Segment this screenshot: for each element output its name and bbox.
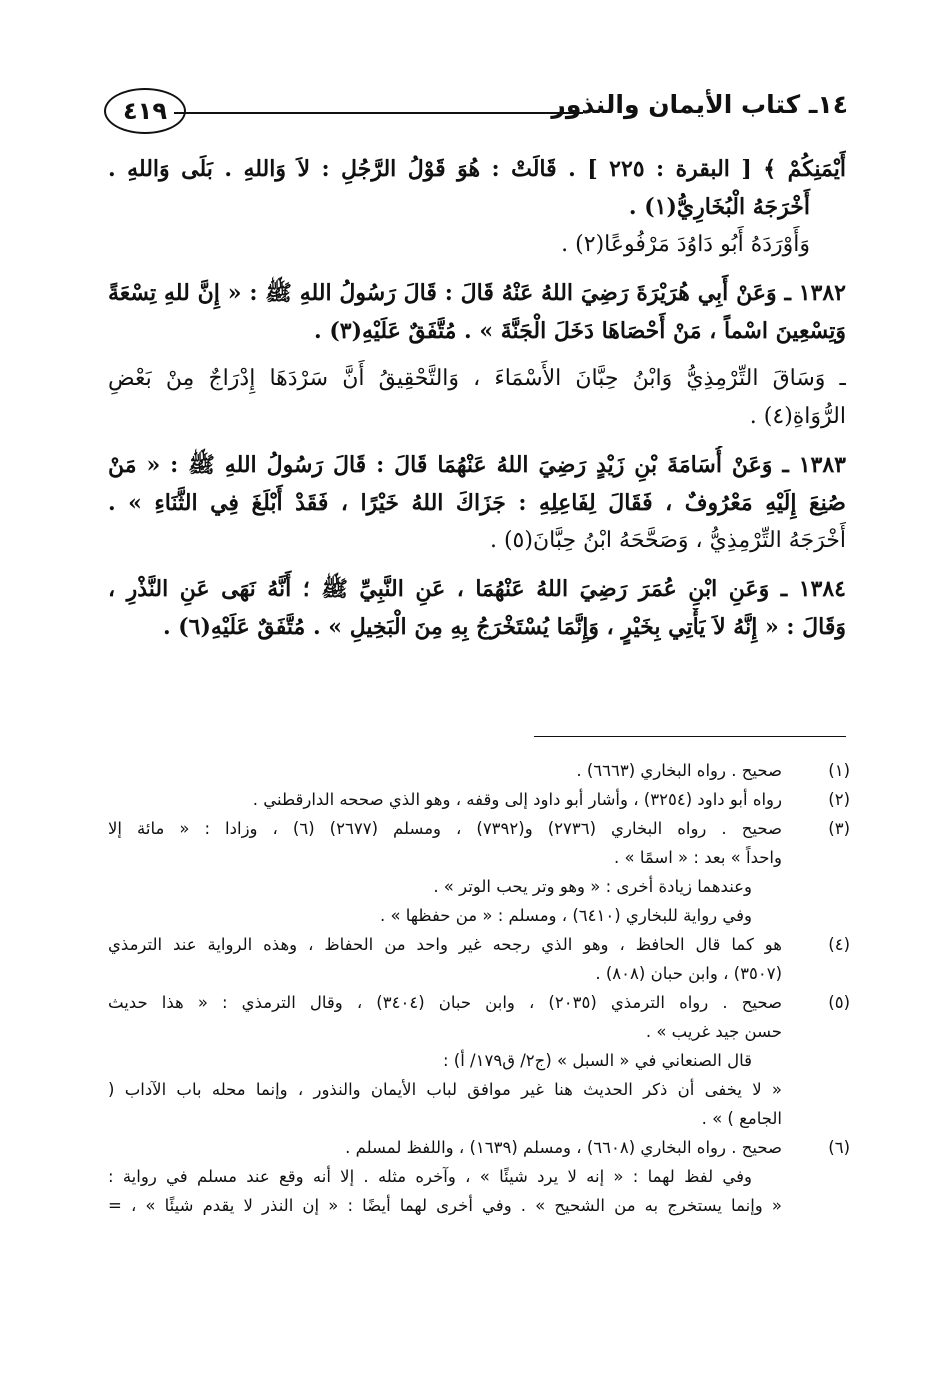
footnote xyxy=(108,785,850,814)
footnote-line: وعندهما زيادة أخرى : « وهو وتر يحب الوتر » . xyxy=(433,877,752,896)
footnote-line: قال الصنعاني في « السبل » (ج٢/ ق١٧٩/ أ) : xyxy=(442,1051,752,1070)
text-line: ـ وَسَاقَ التِّرْمِذِيُّ وَابْنُ حِبَّانَ الأَسْمَاءَ ، وَالتَّحْقِيقُ أَنَّ سَرْدَهَا إِدْرَاجٌ مِنْ بَعْضِ xyxy=(108,366,846,391)
footnote-line: (٣٥٠٧) ، وابن حبان (٨٠٨) . xyxy=(595,964,782,983)
footnote xyxy=(108,930,850,988)
footnote-line: صحيح . رواه الترمذي (٢٠٣٥) ، وابن حبان (٣٤٠٤) ، وقال الترمذي : « هذا حديث xyxy=(108,993,782,1012)
footnote-separator xyxy=(534,736,846,737)
footnote-number: (٤) xyxy=(828,935,850,954)
footnote-line: حسن جيد غريب » . xyxy=(645,1022,782,1041)
footnote xyxy=(108,814,850,930)
text-line: أَخْرَجَهُ الْبُخَارِيُّ(١) . xyxy=(628,194,810,220)
footnote-line: صحيح . رواه البخاري (٦٦٠٨) ، ومسلم (١٦٣٩) ، واللفظ لمسلم . xyxy=(345,1138,782,1157)
hadith-1384-line: ١٣٨٤ ـ وَعَنِ ابْنِ عُمَرَ رَضِيَ اللهُ عَنْهُمَا ، عَنِ النَّبِيِّ ﷺ ؛ أَنَّهُ نَهَى عَنِ النَّذْرِ ، xyxy=(108,576,846,602)
footnote xyxy=(108,756,850,785)
main-text xyxy=(108,150,846,646)
page-number: ٤١٩ xyxy=(104,88,186,134)
hadith-1382-line: وَتِسْعِينَ اسْماً ، مَنْ أَحْصَاهَا دَخَلَ الْجَنَّةَ » . مُتَّفَقٌ عَلَيْهِ(٣) . xyxy=(314,318,846,344)
footnote-line: وفي لفظ لهما : « إنه لا يرد شيئًا » ، وآخره مثله . إلا أنه وقع عند مسلم في رواية : xyxy=(108,1167,752,1186)
chapter-title: ١٤ـ كتاب الأيمان والنذور xyxy=(551,90,848,119)
footnote-line: « وإنما يستخرج به من الشحيح » . وفي أخرى لهما أيضًا : « إن النذر لا يقدم شيئًا » ، = xyxy=(108,1196,782,1215)
page-header xyxy=(104,84,848,138)
text-line: أَيْمَنِكُمْ ﴾ [ البقرة : ٢٢٥ ] . قَالَتْ : هُوَ قَوْلُ الرَّجُلِ : لاَ وَاللهِ . بَلَى وَاللهِ . xyxy=(108,156,846,182)
hadith-1384-line: وَقَالَ : « إِنَّهُ لاَ يَأْتِي بِخَيْرٍ ، وَإِنَّمَا يُسْتَخْرَجُ بِهِ مِنَ الْبَخِيلِ » . مُتَّفَقٌ عَلَيْهِ(٦) . xyxy=(162,614,846,640)
footnote-number: (١) xyxy=(828,761,850,780)
hadith-1382-line: ١٣٨٢ ـ وَعَنْ أَبِي هُرَيْرَةَ رَضِيَ اللهُ عَنْهُ قَالَ : قَالَ رَسُولُ اللهِ ﷺ : « إِنَّ للهِ تِسْعَةً xyxy=(108,280,846,306)
footnote-number: (٥) xyxy=(828,993,850,1012)
header-rule xyxy=(174,112,583,114)
footnote-line: واحداً » بعد : « اسمًا » . xyxy=(614,848,782,867)
hadith-1383-line: ١٣٨٣ ـ وَعَنْ أُسَامَةَ بْنِ زَيْدٍ رَضِيَ اللهُ عَنْهُمَا قَالَ : قَالَ رَسُولُ اللهِ ﷺ : « مَنْ xyxy=(108,452,846,478)
footnote-line: الجامع ) » . xyxy=(701,1109,782,1128)
footnote-line: رواه أبو داود (٣٢٥٤) ، وأشار أبو داود إلى وقفه ، وهو الذي صححه الدارقطني . xyxy=(252,790,782,809)
footnotes xyxy=(108,756,850,1220)
footnote-number: (٣) xyxy=(828,819,850,838)
footnote-line: « لا يخفى أن ذكر الحديث هنا غير موافق لباب الأيمان والنذور ، وإنما محله باب الآداب ( xyxy=(108,1080,782,1099)
footnote-line: وفي رواية للبخاري (٦٤١٠) ، ومسلم : « من حفظها » . xyxy=(379,906,752,925)
footnote-line: صحيح . رواه البخاري (٢٧٣٦) و(٧٣٩٢) ، ومسلم (٢٦٧٧) (٦) ، وزادا : « مائة إلا xyxy=(108,819,782,838)
footnote-number: (٢) xyxy=(828,790,850,809)
text-line: الرُّوَاةِ(٤) . xyxy=(749,404,846,429)
text-line: وَأَوْرَدَهُ أَبُو دَاوُدَ مَرْفُوعًا(٢) . xyxy=(561,232,810,257)
footnote-number: (٦) xyxy=(828,1138,850,1157)
footnote-line: هو كما قال الحافظ ، وهو الذي رجحه غير واحد من الحفاظ ، وهذه الرواية عند الترمذي xyxy=(108,935,782,954)
hadith-1383-line: أَخْرَجَهُ التِّرْمِذِيُّ ، وَصَحَّحَهُ ابْنُ حِبَّانَ(٥) . xyxy=(489,528,846,553)
footnote-line: صحيح . رواه البخاري (٦٦٦٣) . xyxy=(576,761,782,780)
footnote xyxy=(108,988,850,1133)
hadith-1383-line: صُنِعَ إِلَيْهِ مَعْرُوفٌ ، فَقَالَ لِفَاعِلِهِ : جَزَاكَ اللهُ خَيْرًا ، فَقَدْ أَبْلَغَ فِي الثَّنَاءِ » . xyxy=(108,490,846,516)
footnote xyxy=(108,1133,850,1220)
